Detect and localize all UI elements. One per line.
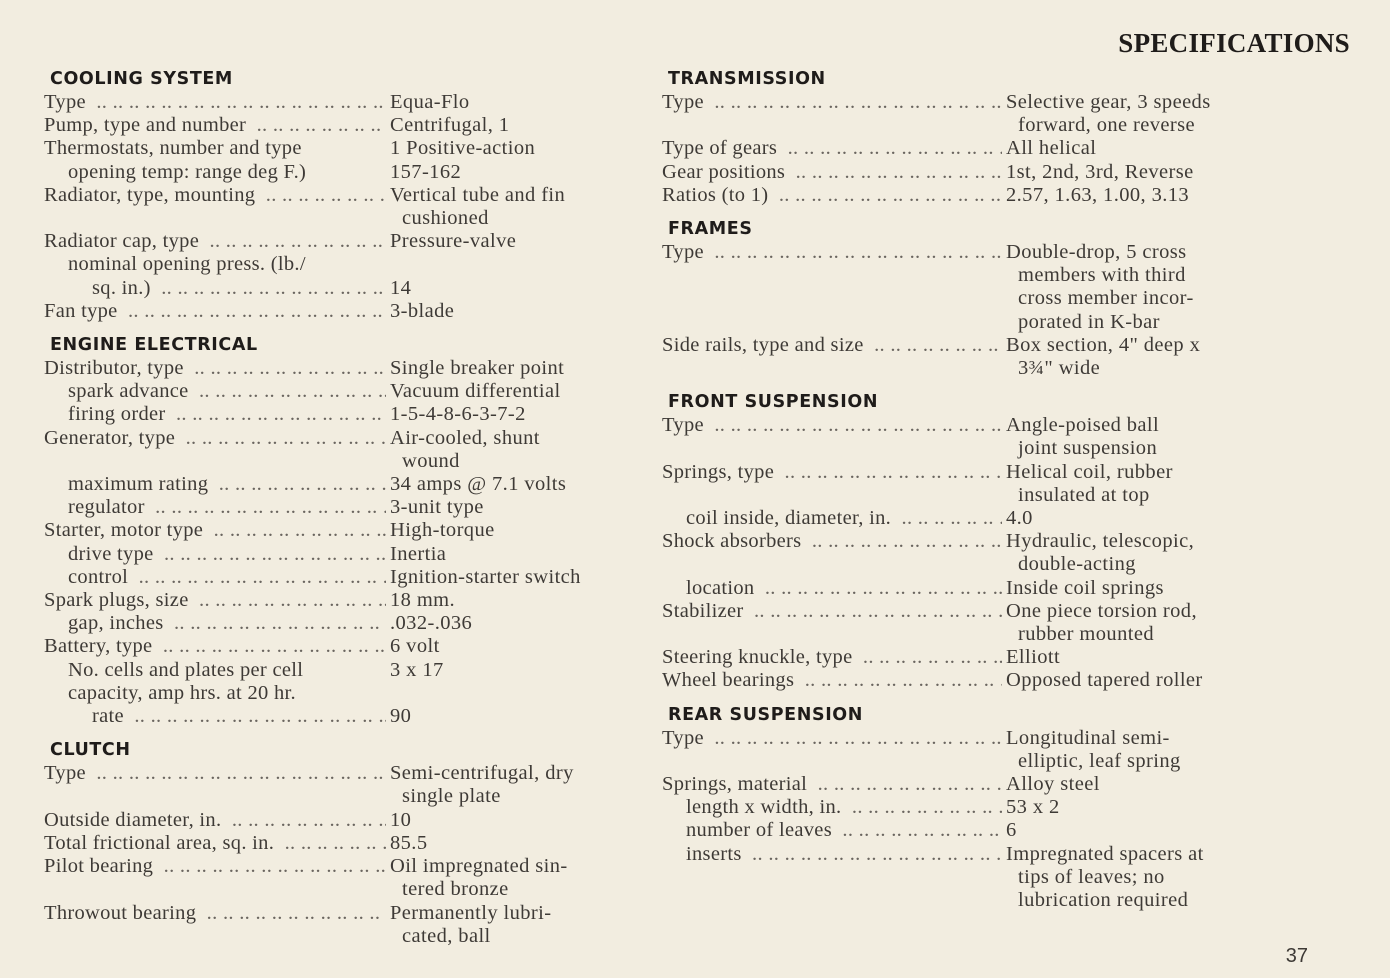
spec-row — [662, 577, 1262, 600]
spec-value — [386, 832, 644, 855]
spec-value-line: 3 x 17 — [390, 658, 444, 681]
spec-label-text: regulator — [68, 496, 150, 518]
spec-label — [44, 357, 386, 380]
section-cooling-system — [44, 68, 644, 323]
spec-label — [44, 612, 386, 635]
spec-value-line: Elliott — [1006, 646, 1061, 669]
spec-row — [662, 507, 1262, 530]
spec-label-text: Total frictional area, sq. in. — [44, 832, 279, 854]
spec-value — [1002, 241, 1262, 334]
spec-value — [1002, 184, 1262, 207]
spec-value — [386, 161, 644, 184]
spec-value — [386, 253, 644, 276]
spec-value-line: Angle-poised ball — [1006, 414, 1160, 437]
spec-label-text: Battery, type — [44, 635, 157, 657]
spec-value — [386, 496, 644, 519]
spec-value-line: double-acting — [1018, 553, 1136, 576]
spec-row — [662, 334, 1262, 380]
spec-value — [386, 635, 644, 658]
spec-label — [44, 682, 386, 705]
spec-row — [44, 473, 644, 496]
spec-label — [44, 496, 386, 519]
spec-row — [44, 612, 644, 635]
section-engine-electrical — [44, 334, 644, 728]
spec-row — [662, 414, 1262, 460]
spec-label-text: coil inside, diameter, in. — [686, 507, 896, 529]
spec-row — [44, 184, 644, 230]
spec-label-text: capacity, amp hrs. at 20 hr. — [68, 682, 301, 704]
spec-value-line: 14 — [390, 276, 412, 299]
spec-label — [44, 300, 386, 323]
spec-label — [44, 543, 386, 566]
spec-row — [44, 902, 644, 948]
spec-label-text: Type — [662, 727, 709, 749]
spec-value-line: One piece torsion rod, — [1006, 599, 1197, 622]
spec-value-line: insulated at top — [1018, 483, 1150, 506]
spec-value-line: Equa-Flo — [390, 91, 470, 113]
spec-label-text: Gear positions — [662, 161, 790, 183]
spec-value-line: Air-cooled, shunt — [390, 426, 540, 449]
spec-label — [44, 380, 386, 403]
spec-value — [1002, 727, 1262, 773]
spec-label-text: rate — [92, 705, 129, 727]
spec-row — [44, 682, 644, 705]
spec-label — [44, 902, 386, 948]
spec-label — [662, 646, 1002, 669]
spec-row — [662, 646, 1262, 669]
spec-value-line: 34 amps @ 7.1 volts — [390, 473, 567, 496]
spec-label — [662, 241, 1002, 334]
spec-value — [1002, 161, 1262, 184]
spec-label-text: Type — [44, 91, 91, 113]
spec-value-line: 53 x 2 — [1006, 796, 1060, 819]
spec-value-line: cushioned — [402, 207, 489, 230]
spec-row — [44, 635, 644, 658]
spec-value-line: Single breaker point — [390, 357, 565, 380]
spec-label — [662, 819, 1002, 842]
spec-value — [386, 357, 644, 380]
spec-row — [662, 819, 1262, 842]
spec-row — [662, 843, 1262, 913]
spec-row — [662, 727, 1262, 773]
spec-value-line: 3-blade — [390, 299, 455, 322]
spec-label — [662, 461, 1002, 507]
spec-label-text: spark advance — [68, 380, 194, 402]
spec-value-line: single plate — [402, 785, 501, 808]
spec-value — [386, 705, 644, 728]
spec-label — [662, 414, 1002, 460]
spec-label — [44, 277, 386, 300]
spec-value — [386, 855, 644, 901]
spec-label-text: Starter, motor type — [44, 519, 208, 541]
spec-value-line: 85.5 — [390, 831, 428, 854]
spec-value-line: Pressure-valve — [390, 230, 517, 253]
spec-row — [44, 380, 644, 403]
spec-row — [44, 496, 644, 519]
spec-value-line: Vacuum differential — [390, 380, 561, 403]
spec-row — [44, 832, 644, 855]
spec-label — [44, 635, 386, 658]
spec-label — [44, 762, 386, 808]
section-heading: TRANSMISSION — [668, 69, 826, 89]
spec-label-text: Wheel bearings — [662, 669, 799, 691]
spec-value-line: 1st, 2nd, 3rd, Reverse — [1006, 160, 1194, 183]
section-heading: FRAMES — [668, 219, 753, 240]
spec-value-line: Helical coil, rubber — [1006, 460, 1173, 483]
section-heading: COOLING SYSTEM — [50, 69, 233, 89]
spec-value — [386, 682, 644, 705]
spec-value — [386, 902, 644, 948]
spec-label — [662, 600, 1002, 646]
spec-value-line: Inertia — [390, 542, 447, 565]
spec-value — [386, 566, 644, 589]
spec-row — [44, 230, 644, 253]
spec-value-line: 6 volt — [390, 635, 440, 658]
spec-label — [44, 114, 386, 137]
spec-label — [44, 589, 386, 612]
spec-value — [386, 519, 644, 542]
spec-value-line: tered bronze — [402, 878, 509, 901]
spec-label — [662, 530, 1002, 576]
spec-value-line: 3¾" wide — [1018, 357, 1101, 380]
spec-row — [662, 773, 1262, 796]
spec-label-text: Steering knuckle, type — [662, 646, 857, 668]
section-heading: CLUTCH — [50, 740, 131, 761]
spec-value-line: 90 — [390, 705, 412, 728]
spec-value-line: rubber mounted — [1018, 623, 1154, 646]
spec-value — [1002, 646, 1262, 669]
spec-value — [1002, 461, 1262, 507]
spec-value-line: 3-unit type — [390, 496, 484, 519]
spec-row — [44, 855, 644, 901]
spec-row — [662, 91, 1262, 137]
section-heading: ENGINE ELECTRICAL — [50, 335, 258, 356]
spec-value-line: Impregnated spacers at — [1006, 842, 1204, 865]
spec-label — [44, 403, 386, 426]
spec-value — [1002, 600, 1262, 646]
spec-label-text: Throwout bearing — [44, 902, 201, 924]
spec-value-line: Ignition-starter switch — [390, 565, 581, 588]
spec-row — [44, 357, 644, 380]
spec-row — [662, 461, 1262, 507]
spec-value — [1002, 414, 1262, 460]
spec-label-text: Springs, material — [662, 773, 812, 795]
spec-label-text: number of leaves — [686, 819, 837, 841]
spec-value — [386, 809, 644, 832]
section-transmission — [662, 68, 1262, 207]
spec-value — [386, 137, 644, 160]
spec-value-line: Semi-centrifugal, dry — [390, 762, 574, 785]
spec-row — [662, 600, 1262, 646]
spec-value-line: porated in K-bar — [1018, 310, 1160, 333]
section-clutch — [44, 739, 644, 948]
spec-value — [386, 91, 644, 114]
spec-label-text: Distributor, type — [44, 357, 189, 379]
spec-row — [662, 530, 1262, 576]
spec-value-line: Hydraulic, telescopic, — [1006, 530, 1195, 553]
spec-row — [44, 762, 644, 808]
spec-label-text: Outside diameter, in. — [44, 809, 226, 831]
spec-label — [662, 843, 1002, 913]
spec-label — [662, 137, 1002, 160]
spec-value — [386, 427, 644, 473]
spec-value-line: 2.57, 1.63, 1.00, 3.13 — [1006, 183, 1190, 206]
spec-value — [386, 762, 644, 808]
spec-value-line: Opposed tapered roller — [1006, 669, 1203, 692]
spec-row — [44, 566, 644, 589]
spec-label-text: Type — [662, 241, 709, 263]
spec-label-text: control — [68, 566, 133, 588]
spec-value — [1002, 773, 1262, 796]
spec-value-line: Alloy steel — [1006, 773, 1100, 796]
spec-value-line: Inside coil springs — [1006, 576, 1164, 599]
spec-value-line: 1-5-4-8-6-3-7-2 — [390, 403, 526, 426]
spec-label — [44, 566, 386, 589]
spec-label — [662, 669, 1002, 692]
spec-label — [44, 137, 386, 160]
spec-value-line: 10 — [390, 808, 412, 831]
spec-label — [662, 184, 1002, 207]
spec-row — [44, 705, 644, 728]
spec-row — [44, 543, 644, 566]
spec-row — [44, 300, 644, 323]
spec-row — [44, 161, 644, 184]
spec-label-text: Fan type — [44, 300, 123, 322]
spec-label — [44, 230, 386, 253]
spec-label-text: nominal opening press. (lb./ — [68, 253, 311, 275]
spec-value — [1002, 577, 1262, 600]
left-column — [44, 68, 644, 959]
spec-row — [44, 659, 644, 682]
spec-label-text: Type — [662, 414, 709, 436]
right-column — [662, 68, 1262, 923]
spec-label — [44, 184, 386, 230]
spec-value-line: Permanently lubri- — [390, 901, 552, 924]
spec-value-line: 1 Positive-action — [390, 137, 536, 160]
spec-label-text: Type — [44, 762, 91, 784]
spec-value-line: Selective gear, 3 speeds — [1006, 91, 1211, 113]
spec-value-line: Box section, 4" deep x — [1006, 333, 1201, 356]
spec-label-text: Side rails, type and size — [662, 334, 869, 356]
spec-value — [1002, 796, 1262, 819]
spec-label-text: Pump, type and number — [44, 114, 251, 136]
spec-value-line: Oil impregnated sin- — [390, 855, 568, 878]
spec-value — [386, 543, 644, 566]
spec-label-text: Type — [662, 91, 709, 113]
spec-label-text: Pilot bearing — [44, 855, 158, 877]
spec-value-line: Double-drop, 5 cross — [1006, 241, 1187, 264]
spec-row — [662, 241, 1262, 334]
spec-value — [386, 114, 644, 137]
spec-value — [1002, 334, 1262, 380]
spec-label — [44, 253, 386, 276]
spec-label-text: Radiator, type, mounting — [44, 184, 260, 206]
spec-value-line: Longitudinal semi- — [1006, 726, 1170, 749]
spec-row — [44, 589, 644, 612]
section-rear-suspension — [662, 704, 1262, 913]
spec-row — [44, 91, 644, 114]
spec-value — [1002, 137, 1262, 160]
spec-label-text: drive type — [68, 543, 159, 565]
spec-label — [44, 427, 386, 473]
spec-row — [44, 519, 644, 542]
spec-value-line: 18 mm. — [390, 589, 456, 612]
spec-value-line: 4.0 — [1006, 507, 1033, 530]
spec-label-text: gap, inches — [68, 612, 169, 634]
spec-row — [44, 114, 644, 137]
spec-label — [662, 161, 1002, 184]
spec-label — [662, 796, 1002, 819]
spec-label — [44, 855, 386, 901]
spec-value-line: forward, one reverse — [1018, 114, 1196, 137]
spec-row — [662, 669, 1262, 692]
spec-label-text: Shock absorbers — [662, 530, 806, 552]
spec-label-text: Radiator cap, type — [44, 230, 204, 252]
spec-label-text: Thermostats, number and type — [44, 137, 307, 159]
spec-label-text: opening temp: range deg F.) — [68, 161, 311, 183]
spec-value-line: Vertical tube and fin — [390, 183, 566, 206]
spec-row — [662, 161, 1262, 184]
spec-row — [44, 427, 644, 473]
spec-value — [1002, 843, 1262, 913]
spec-row — [662, 137, 1262, 160]
spec-value — [386, 184, 644, 230]
section-front-suspension — [662, 391, 1262, 692]
spec-label-text: length x width, in. — [686, 796, 846, 818]
page-number: 37 — [1285, 945, 1308, 967]
spec-value — [386, 300, 644, 323]
spec-value — [1002, 819, 1262, 842]
spec-value — [386, 612, 644, 635]
spec-label — [662, 334, 1002, 380]
spec-value-line — [390, 682, 644, 705]
spec-value — [386, 230, 644, 253]
spec-value-line — [390, 253, 644, 276]
spec-label — [662, 91, 1002, 137]
spec-value-line: Centrifugal, 1 — [390, 114, 510, 137]
spec-label-text: Spark plugs, size — [44, 589, 194, 611]
spec-value-line: All helical — [1006, 137, 1097, 160]
spec-label — [44, 832, 386, 855]
spec-row — [44, 253, 644, 276]
section-heading: REAR SUSPENSION — [668, 704, 864, 725]
spec-label — [44, 473, 386, 496]
page-title: SPECIFICATIONS — [1118, 28, 1350, 58]
spec-value — [386, 473, 644, 496]
spec-label — [662, 773, 1002, 796]
spec-label-text: sq. in.) — [92, 277, 156, 299]
spec-value-line: 6 — [1006, 819, 1017, 842]
spec-value-line: cated, ball — [402, 924, 491, 947]
spec-value-line: 157-162 — [390, 160, 462, 183]
spec-value-line: cross member incor- — [1018, 287, 1194, 310]
spec-label — [44, 705, 386, 728]
section-frames — [662, 218, 1262, 380]
spec-value — [386, 380, 644, 403]
spec-label — [662, 507, 1002, 530]
spec-label — [44, 519, 386, 542]
spec-label — [44, 809, 386, 832]
spec-row — [44, 403, 644, 426]
spec-value — [386, 277, 644, 300]
spec-label-text: Springs, type — [662, 461, 779, 483]
spec-label-text: maximum rating — [68, 473, 213, 495]
spec-value-line: tips of leaves; no — [1018, 865, 1165, 888]
spec-value — [1002, 91, 1262, 137]
spec-value — [1002, 530, 1262, 576]
spec-label — [44, 659, 386, 682]
spec-label-text: Stabilizer — [662, 600, 749, 622]
spec-row — [44, 277, 644, 300]
spec-label-text: firing order — [68, 403, 171, 425]
spec-value-line: members with third — [1018, 264, 1186, 287]
spec-label — [662, 727, 1002, 773]
spec-value-line: wound — [402, 449, 460, 472]
spec-value — [1002, 669, 1262, 692]
spec-value-line: lubrication required — [1018, 889, 1189, 912]
spec-label-text: Generator, type — [44, 427, 180, 449]
spec-row — [662, 184, 1262, 207]
spec-label-text: Type of gears — [662, 137, 782, 159]
spec-value-line: .032-.036 — [390, 612, 473, 635]
spec-row — [44, 137, 644, 160]
spec-value — [1002, 507, 1262, 530]
spec-label — [662, 577, 1002, 600]
spec-value — [386, 403, 644, 426]
spec-label-text: Ratios (to 1) — [662, 184, 773, 206]
spec-value-line: elliptic, leaf spring — [1018, 749, 1181, 772]
spec-value-line: High-torque — [390, 519, 495, 542]
spec-row — [662, 796, 1262, 819]
spec-value-line: joint suspension — [1018, 437, 1158, 460]
spec-label — [44, 161, 386, 184]
section-heading: FRONT SUSPENSION — [668, 392, 879, 413]
spec-label-text: No. cells and plates per cell — [68, 659, 308, 681]
spec-label — [44, 91, 386, 114]
spec-label-text: inserts — [686, 843, 747, 865]
spec-label-text: location — [686, 577, 759, 599]
spec-value — [386, 589, 644, 612]
spec-value — [386, 659, 644, 682]
spec-row — [44, 809, 644, 832]
